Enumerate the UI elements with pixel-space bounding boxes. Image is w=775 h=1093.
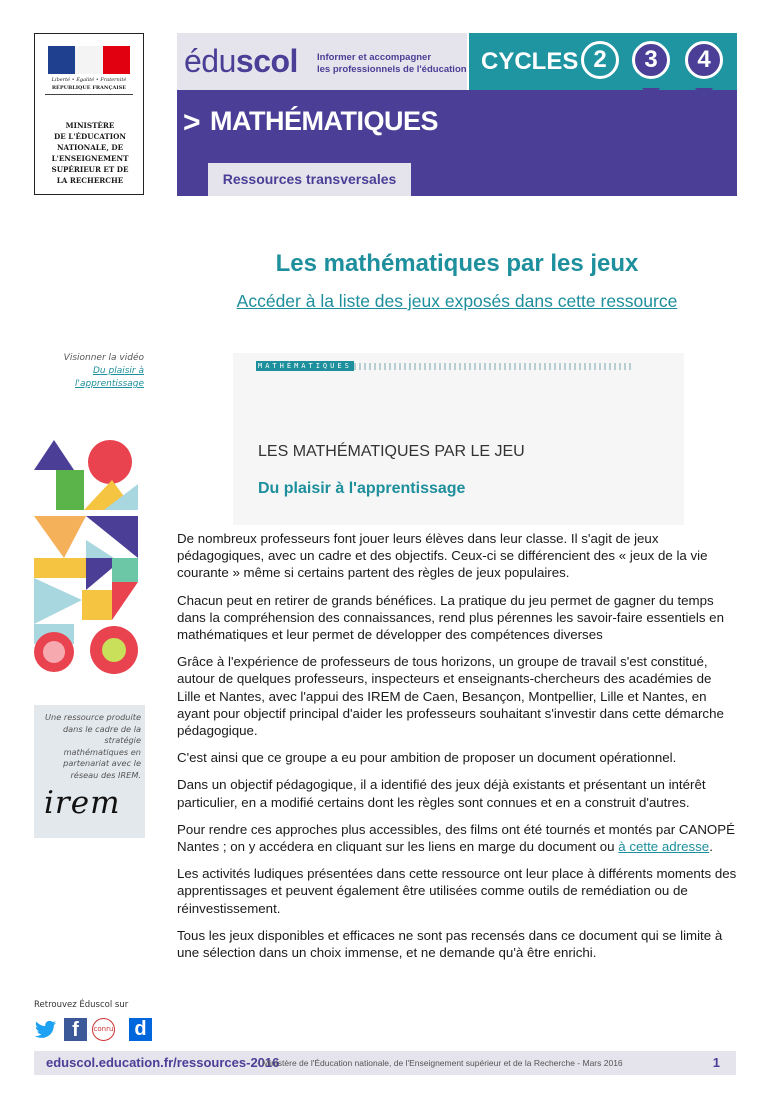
cycles-header: [469, 33, 737, 90]
paragraph: Tous les jeux disponibles et efficaces ne sont pas recensés dans ce document qui se limite à une sélection dans un choix immense, et ne demande qu'à être enrichi.: [177, 927, 723, 961]
resources-transversales-tab: Ressources transversales: [208, 163, 411, 196]
subject-title: MATHÉMATIQUES: [210, 106, 438, 136]
eduscol-header: [177, 33, 467, 90]
geometric-mosaic-illustration: [34, 440, 146, 678]
footer-url[interactable]: eduscol.education.fr/ressources-2016: [46, 1055, 280, 1070]
cycle-3-badge: 3: [632, 41, 670, 79]
ministry-divider: [45, 94, 133, 95]
irem-logo: irem: [44, 785, 121, 821]
facebook-icon[interactable]: f: [64, 1018, 87, 1041]
irem-partnership-box: [34, 705, 145, 838]
irem-partnership-text: Une ressource produite dans le cadre de la stratégie mathématiques en partenariat avec le réseau des IREM.: [45, 712, 141, 780]
paragraph: Les activités ludiques présentées dans cette ressource ont leur place à différents moments des apprentissages et peuvent également être utilisées comme outils de remédiation ou de réinvestissement.: [177, 866, 737, 916]
address-link[interactable]: à cette adresse: [618, 839, 710, 855]
ministry-logo-block: [34, 33, 144, 195]
subject-banner: [177, 90, 737, 196]
paragraph: Grâce à l'expérience de professeurs de tous horizons, un groupe de travail s'est constitué, autour de quelques professeurs, inspecteurs et enseignants-chercheurs des académies de Lille et Nantes, avec l'appui des IREM de Caen, Besançon, Montpellier, Lille et Nantes, en ayant pour objectif principal d'aider les professeurs souhaitant s'investir dans cette démarche pédagogique.: [177, 654, 724, 739]
eduscol-logo[interactable]: éduscol: [184, 43, 298, 79]
chevron-right-icon: >: [183, 106, 201, 139]
cycles-label: CYCLES: [481, 48, 579, 75]
video-title: LES MATHÉMATIQUES PAR LE JEU: [258, 443, 525, 460]
cycle-4-badge: 4: [685, 41, 723, 79]
eduscol-tagline: Informer et accompagner les professionnels de l'éducation: [317, 52, 467, 75]
social-label: Retrouvez Éduscol sur: [34, 1000, 129, 1010]
republic-name: RÉPUBLIQUE FRANÇAISE: [51, 85, 127, 91]
marianne-flag-logo: [48, 46, 130, 74]
dotted-rule: [354, 363, 634, 370]
video-thumbnail[interactable]: [233, 353, 684, 525]
video-category-label: MATHÉMATIQUES: [256, 361, 634, 371]
twitter-icon[interactable]: [34, 1018, 57, 1041]
conru-icon[interactable]: conru: [92, 1018, 115, 1041]
page-number: 1: [712, 1055, 720, 1070]
video-note-label: Visionner la vidéo: [63, 353, 144, 363]
body-text: [177, 530, 737, 971]
republic-motto: Liberté • Égalité • Fraternité: [51, 77, 127, 83]
paragraph: Dans un objectif pédagogique, il a identifié des jeux déjà existants et présentant un intérêt particulier, en a modifié certains dont les règles sont connues et en a construit d'autres.: [177, 777, 706, 810]
dailymotion-icon[interactable]: d: [129, 1018, 152, 1041]
paragraph: Pour rendre ces approches plus accessibles, des films ont été tournés et montés par CANOPÉ Nantes ; on y accédera en cliquant sur les liens en marge du document ou à cette adresse.: [177, 821, 736, 855]
page-footer: [34, 1051, 736, 1075]
paragraph: Chacun peut en retirer de grands bénéfices. La pratique du jeu permet de gagner du temps dans la compréhension des connaissances, rend plus pérennes les savoir-faire essentiels en mathématiques et leur permet de développer des compétences diverses: [177, 592, 724, 643]
document-title: Les mathématiques par les jeux: [275, 250, 639, 277]
paragraph: C'est ainsi que ce groupe a eu pour ambition de proposer un document opérationnel.: [177, 750, 677, 766]
cycle-2-badge: 2: [581, 41, 619, 79]
ministry-name: MINISTÈRE DE L'ÉDUCATION NATIONALE, DE L'ENSEIGNEMENT SUPÉRIEUR ET DE LA RECHERCHE: [51, 121, 129, 185]
video-note: [34, 352, 144, 391]
video-link[interactable]: Du plaisir à l'apprentissage: [74, 366, 144, 389]
games-list-link[interactable]: Accéder à la liste des jeux exposés dans cette ressource: [236, 291, 678, 311]
paragraph: De nombreux professeurs font jouer leurs élèves dans leur classe. Il s'agit de jeux pédagogiques, avec un cadre et des objectifs. Ceux-ci se différencient des « jeux de la vie courante » même si certains partent des règles de jeux populaires.: [177, 531, 708, 581]
footer-credits: - Ministère de l'Éducation nationale, de l'Enseignement supérieur et de la Recherche - Mars 2016: [257, 1058, 623, 1068]
video-subtitle: Du plaisir à l'apprentissage: [258, 480, 466, 497]
